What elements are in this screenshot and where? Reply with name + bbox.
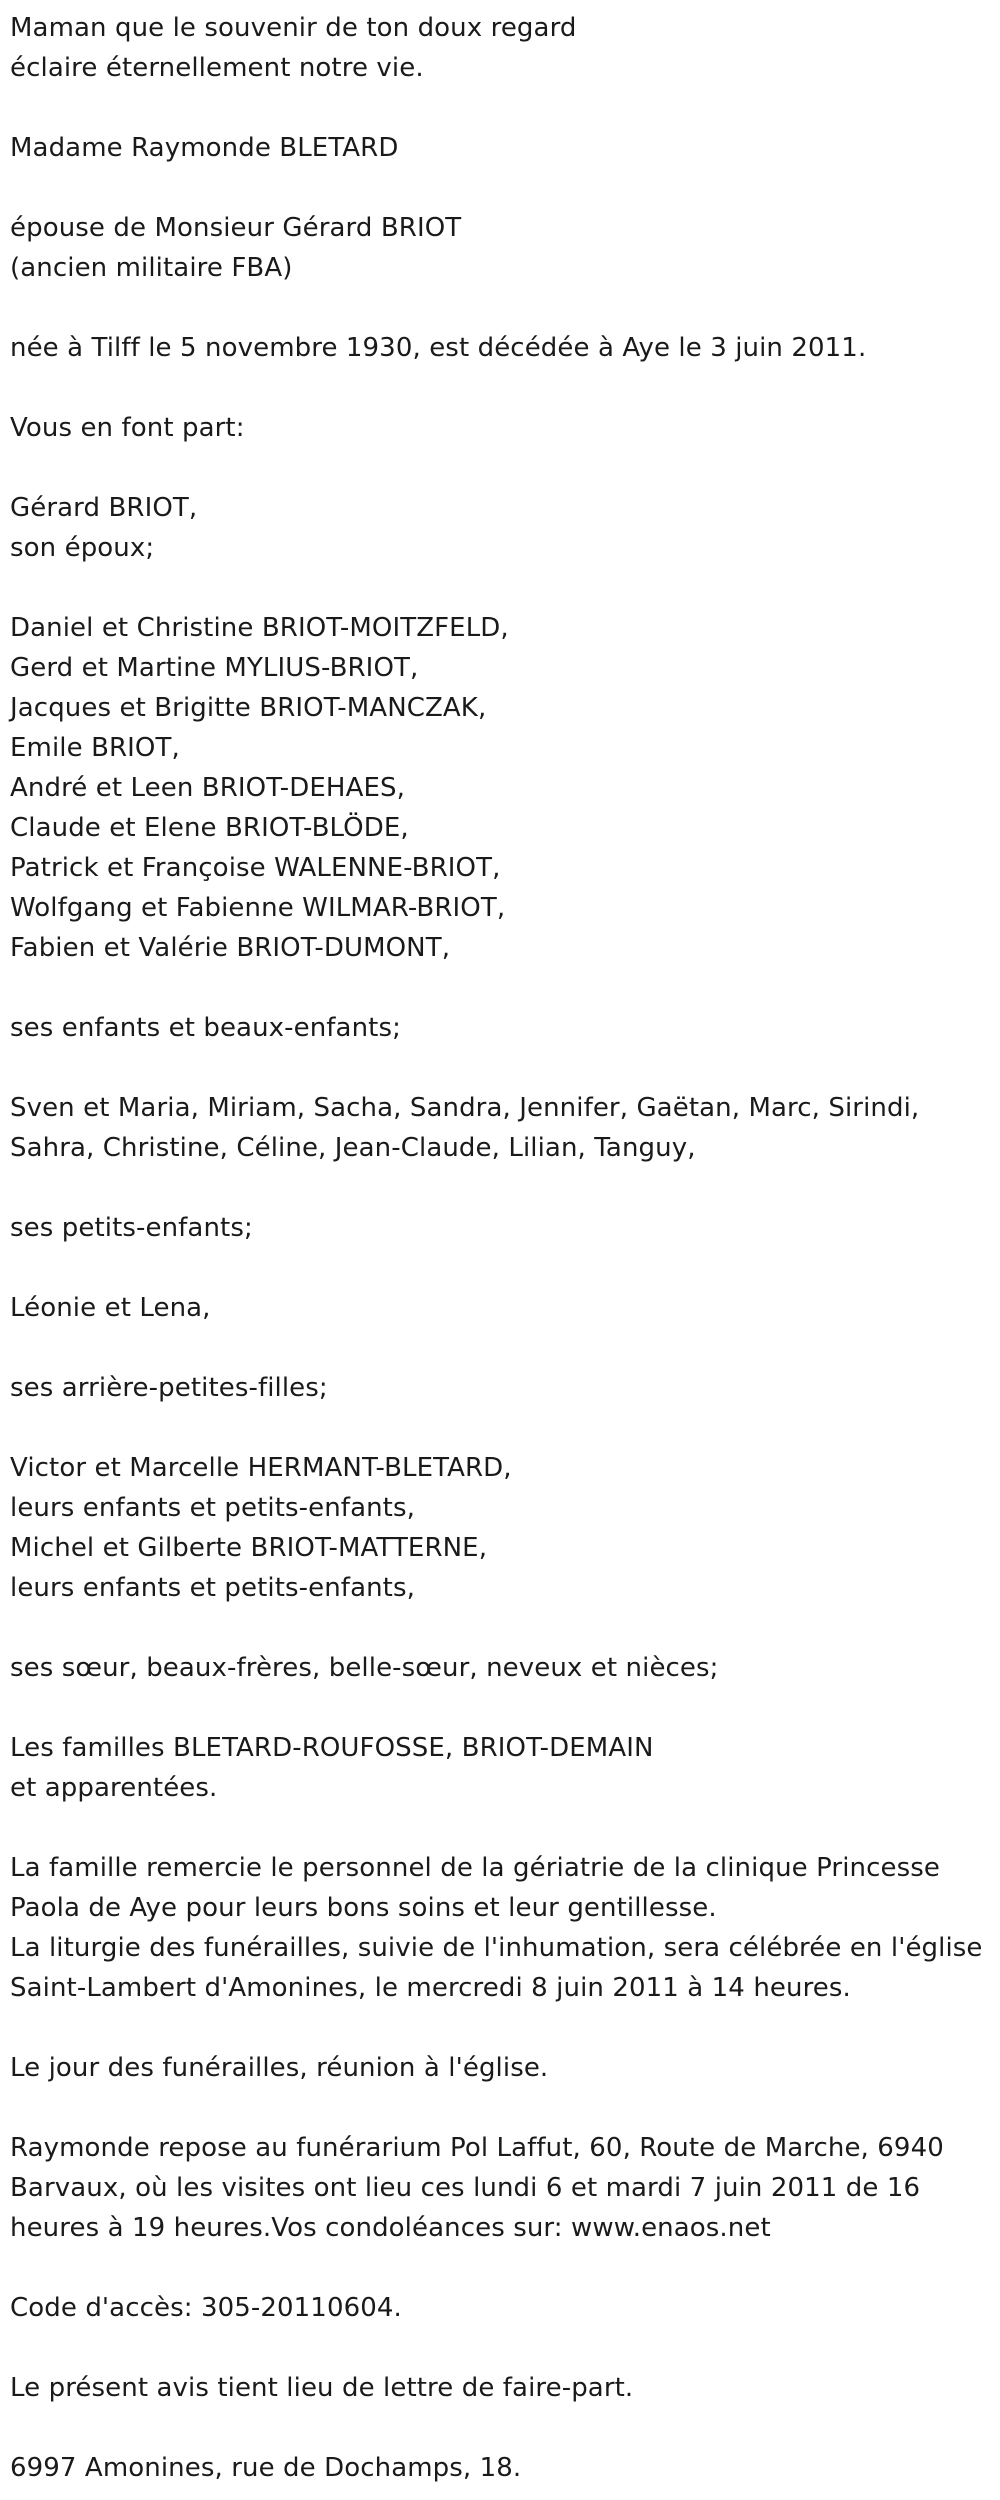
funeral-home-line: Raymonde repose au funérarium Pol Laffut, 60, Route de Marche, 6940 bbox=[10, 2133, 944, 2163]
great-grandchildren-line: Léonie et Lena, bbox=[10, 1293, 211, 1323]
child-line: Wolfgang et Fabienne WILMAR-BRIOT, bbox=[10, 893, 506, 923]
thanks-liturgy-line: La liturgie des funérailles, suivie de l'inhumation, sera célébrée en l'église bbox=[10, 1933, 983, 1963]
epigraph-line: éclaire éternellement notre vie. bbox=[10, 53, 424, 83]
child-line: Gerd et Martine MYLIUS-BRIOT, bbox=[10, 653, 419, 683]
spouse-line: épouse de Monsieur Gérard BRIOT bbox=[10, 213, 462, 243]
announce-intro: Vous en font part: bbox=[10, 413, 245, 443]
spacer bbox=[10, 1168, 1000, 1208]
child-line: Patrick et Françoise WALENNE-BRIOT, bbox=[10, 853, 501, 883]
grandchildren-label: ses petits-enfants; bbox=[10, 1213, 253, 1243]
spacer bbox=[10, 288, 1000, 328]
spacer bbox=[10, 168, 1000, 208]
great-grandchildren-label: ses arrière-petites-filles; bbox=[10, 1373, 328, 1403]
spacer bbox=[10, 2248, 1000, 2288]
spouse-line: (ancien militaire FBA) bbox=[10, 253, 293, 283]
families-line: et apparentées. bbox=[10, 1773, 218, 1803]
thanks-liturgy-line: La famille remercie le personnel de la gériatrie de la clinique Princesse bbox=[10, 1853, 940, 1883]
epigraph-line: Maman que le souvenir de ton doux regard bbox=[10, 13, 577, 43]
spacer bbox=[10, 968, 1000, 1008]
deceased-name: Madame Raymonde BLETARD bbox=[10, 133, 399, 163]
spacer bbox=[10, 1248, 1000, 1288]
grandchildren-line: Sven et Maria, Miriam, Sacha, Sandra, Jennifer, Gaëtan, Marc, Sirindi, bbox=[10, 1093, 920, 1123]
spacer bbox=[10, 1608, 1000, 1648]
sibling-line: leurs enfants et petits-enfants, bbox=[10, 1493, 415, 1523]
spacer bbox=[10, 2008, 1000, 2048]
birth-death-line: née à Tilff le 5 novembre 1930, est décédée à Aye le 3 juin 2011. bbox=[10, 333, 867, 363]
spacer bbox=[10, 368, 1000, 408]
spacer bbox=[10, 1408, 1000, 1448]
spacer bbox=[10, 448, 1000, 488]
meeting-line: Le jour des funérailles, réunion à l'église. bbox=[10, 2053, 549, 2083]
husband-line: Gérard BRIOT, bbox=[10, 493, 198, 523]
thanks-liturgy-line: Paola de Aye pour leurs bons soins et leur gentillesse. bbox=[10, 1893, 717, 1923]
spacer bbox=[10, 1688, 1000, 1728]
child-line: Emile BRIOT, bbox=[10, 733, 180, 763]
spacer bbox=[10, 2328, 1000, 2368]
spacer bbox=[10, 568, 1000, 608]
address-line: 6997 Amonines, rue de Dochamps, 18. bbox=[10, 2453, 522, 2483]
child-line: Daniel et Christine BRIOT-MOITZFELD, bbox=[10, 613, 509, 643]
families-line: Les familles BLETARD-ROUFOSSE, BRIOT-DEMAIN bbox=[10, 1733, 654, 1763]
spacer bbox=[10, 2408, 1000, 2448]
spacer bbox=[10, 1808, 1000, 1848]
spacer bbox=[10, 1048, 1000, 1088]
sibling-line: leurs enfants et petits-enfants, bbox=[10, 1573, 415, 1603]
funeral-home-line: heures à 19 heures.Vos condoléances sur: www.enaos.net bbox=[10, 2213, 771, 2243]
sibling-line: Victor et Marcelle HERMANT-BLETARD, bbox=[10, 1453, 512, 1483]
siblings-label: ses sœur, beaux-frères, belle-sœur, neveux et nièces; bbox=[10, 1653, 719, 1683]
sibling-line: Michel et Gilberte BRIOT-MATTERNE, bbox=[10, 1533, 488, 1563]
spacer bbox=[10, 2088, 1000, 2128]
child-line: Claude et Elene BRIOT-BLÖDE, bbox=[10, 813, 409, 843]
spacer bbox=[10, 1328, 1000, 1368]
thanks-liturgy-line: Saint-Lambert d'Amonines, le mercredi 8 juin 2011 à 14 heures. bbox=[10, 1973, 851, 2003]
child-line: André et Leen BRIOT-DEHAES, bbox=[10, 773, 405, 803]
husband-line: son époux; bbox=[10, 533, 155, 563]
notice-statement: Le présent avis tient lieu de lettre de faire-part. bbox=[10, 2373, 634, 2403]
spacer bbox=[10, 88, 1000, 128]
child-line: Jacques et Brigitte BRIOT-MANCZAK, bbox=[10, 693, 487, 723]
children-label: ses enfants et beaux-enfants; bbox=[10, 1013, 401, 1043]
funeral-home-line: Barvaux, où les visites ont lieu ces lundi 6 et mardi 7 juin 2011 de 16 bbox=[10, 2173, 921, 2203]
child-line: Fabien et Valérie BRIOT-DUMONT, bbox=[10, 933, 451, 963]
access-code: Code d'accès: 305-20110604. bbox=[10, 2293, 402, 2323]
grandchildren-line: Sahra, Christine, Céline, Jean-Claude, Lilian, Tanguy, bbox=[10, 1133, 696, 1163]
